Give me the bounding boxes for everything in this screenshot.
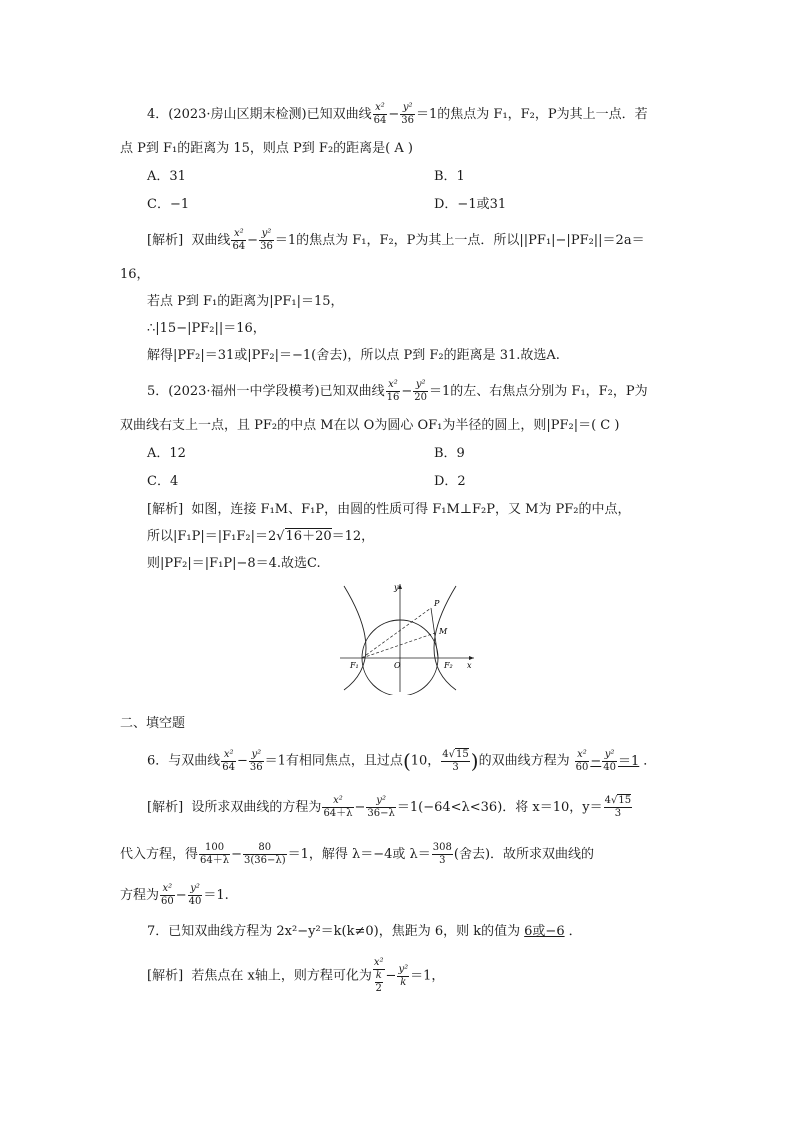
label-y: y [394,583,399,592]
q7-stem: 7．已知双曲线方程为 2x²−y²＝k(k≠0)，焦距为 6，则 k的值为 6或−6 ． [147,924,582,939]
q4-options-row1 [147,164,676,190]
fraction: $\frac{\text{y²}}{36}$ [401,102,415,126]
q7-analysis-line1: [解析] 若焦点在 x轴上，则方程可化为 $\frac{\text{x²}}{\frac{k}{2}}$ − $\frac{\text{y²}}{k}$ ＝1， [147,957,445,994]
analysis-label: [解析] [147,502,184,517]
fraction: $\frac{\text{x²}}{64}$ [232,228,246,252]
answer-blank: 6或−6 [524,924,565,939]
q5-analysis-line1: [解析] 如图，连接 F₁M、F₁P，由圆的性质可得 F₁M⊥F₂P，又 M为 PF₂的中点， [147,502,631,517]
q4-analysis-line1: [解析] 双曲线 $\frac{\text{x²}}{64}$ − $\frac{\text{y²}}{36}$ ＝1的焦点为 F₁，F₂，P为其上一点．所以||PF₁|−|PF₂||＝2a＝ [147,228,645,252]
option-b: B．9 [434,446,465,461]
q5-options-row1 [147,441,676,467]
q6-analysis-line3: 方程为 $\frac{\text{x²}}{60}$ − $\frac{\text{y²}}{40}$ ＝1. [120,883,229,907]
option-c: C．−1 [147,197,190,212]
q4-analysis-line2: 16， [120,267,150,282]
segment-f1p [362,608,431,658]
q5-stem-line1: 5．(2023·福州一中学段模考)已知双曲线 $\frac{\text{x²}}{16}$ − $\frac{\text{y²}}{20}$ ＝1的左、右焦点分别为 F₁，F₂，P为 [147,379,648,403]
fraction: $\frac{\text{y²}}{36}$ [260,228,273,252]
analysis-label: [解析] [147,968,184,984]
option-c: C．4 [147,474,179,489]
q5-stem-line2: 双曲线右支上一点，且 PF₂的中点 M在以 O为圆心 OF₁为半径的圆上，则|PF₂|＝( C ) [120,418,620,433]
analysis-label: [解析] [147,800,184,815]
segment-f1m [362,633,435,658]
q5-options-row2 [147,469,676,495]
section-heading: 二、填空题 [120,716,186,731]
q5-analysis-line2: 所以|F₁P|＝|F₁F₂|＝2√16＋20＝12， [147,529,375,544]
option-a: A．12 [147,446,186,461]
fraction: $\frac{\text{y²}}{20}$ [414,379,428,403]
left-branch [344,586,366,690]
analysis-label: [解析] [147,233,184,248]
q4-analysis-line3: 若点 P到 F₁的距离为|PF₁|＝15， [147,294,344,309]
q4-stem-line1: 4．(2023·房山区期末检测)已知双曲线 $\frac{\text{x²}}{64}$ − $\frac{\text{y²}}{36}$ ＝1的焦点为 F₁，F₂，P为其上一点．若 [147,102,648,126]
q5-analysis-line3: 则|PF₂|＝|F₁P|−8＝4.故选C. [147,556,321,571]
answer-blank: $\frac{\text{x²}}{60}$ − $\frac{\text{y²}}{40}$ ＝1 [575,748,640,773]
label-f2: F₂ [444,661,453,670]
label-f1: F₁ [350,661,359,670]
q6-analysis-line2: 代入方程，得 $\frac{100}{64+\lambda}$ − $\frac{80}{3(36-\lambda)}$ ＝1，解得 λ＝−4或 λ＝ $\frac{308}{3}$ (舍去)．故所求双曲线的 [120,842,595,866]
fraction: $\frac{\text{x²}}{16}$ [386,379,400,403]
q4-stem-line2: 点 P到 F₁的距离为 15，则点 P到 F₂的距离是( A ) [120,141,413,156]
q4-analysis-line4: ∴|15−|PF₂||＝16， [147,321,266,336]
option-b: B．1 [434,169,465,184]
q6-stem: 6．与双曲线 $\frac{\text{x²}}{64}$ − $\frac{\text{y²}}{36}$ ＝1有相同焦点，且过点(10， $\frac{4√15}{3}$ )的双曲线方程为 $\frac{\text{x²}}{60}$ − $\frac{\text{y²}}{40}$ ＝1 ． [147,748,657,773]
q6-analysis-line1: [解析] 设所求双曲线的方程为 $\frac{\text{x²}}{64+\lambda}$ − $\frac{\text{y²}}{36-\lambda}$ ＝1(−64<λ<36)．将 x＝10，y＝ $\frac{4√15}{3}$ [147,795,632,819]
option-d: D．−1或31 [434,197,507,212]
option-d: D．2 [434,474,466,489]
label-p: P [434,599,440,608]
label-m: M [439,627,448,636]
q4-options-row2 [147,192,676,218]
option-a: A．31 [147,169,186,184]
q4-analysis-line5: 解得|PF₂|＝31或|PF₂|＝−1(舍去)，所以点 P到 F₂的距离是 31.故选A. [147,348,560,363]
hyperbola-circle-figure [336,580,478,695]
fraction: $\frac{\text{x²}}{64}$ [373,102,387,126]
label-x: x [467,661,472,670]
label-o: O [394,661,401,670]
q4-stem-text: 4．(2023·房山区期末检测)已知双曲线 [147,107,372,122]
